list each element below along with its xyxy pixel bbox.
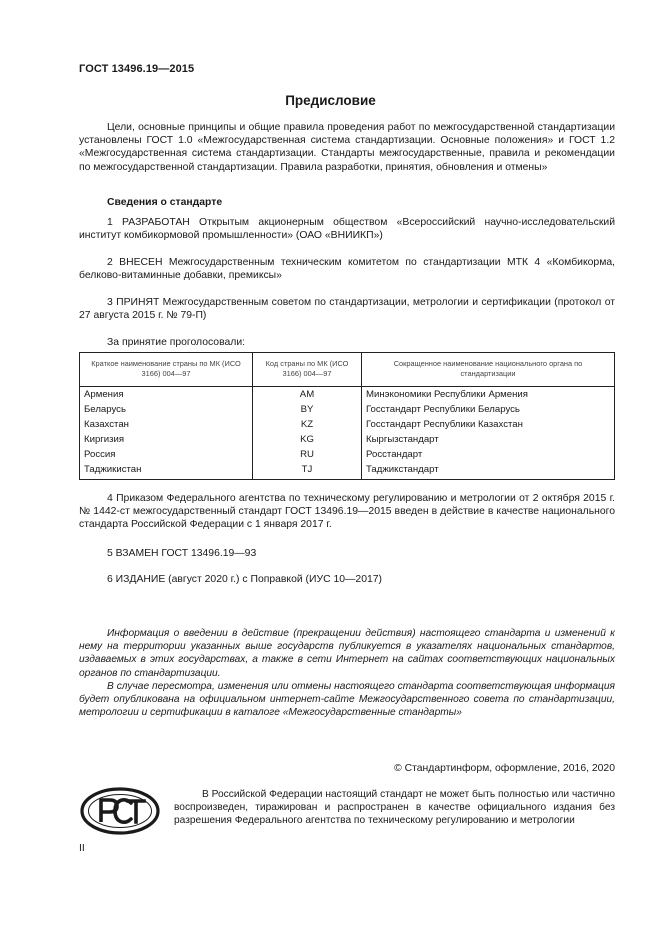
item-enacted: 4 Приказом Федерального агентства по техническому регулированию и метрологии от 2 октября 2015 г. № 1442-ст межгосударственный стандарт ГОСТ 13496.19—2015 введен в действие в качестве национального стандарта Российской Федерации с 1 января 2017 г. [79, 493, 615, 531]
standards-body: Минэкономики Республики Армения [362, 387, 615, 403]
country-code: KG [253, 432, 362, 447]
header-country-name: Краткое наименование страны по МК (ИСО 3166) 004—97 [80, 353, 253, 387]
country-name: Беларусь [80, 402, 253, 417]
standard-code-header: ГОСТ 13496.19—2015 [79, 63, 195, 75]
page-title: Предисловие [285, 93, 376, 108]
item-developed: 1 РАЗРАБОТАН Открытым акционерным обществом «Всероссийский научно-исследовательский институт комбикормовой промышленности» (ОАО «ВНИИКП») [79, 217, 615, 242]
item-replaces: 5 ВЗАМЕН ГОСТ 13496.19—93 [107, 548, 257, 559]
table-row [80, 387, 615, 403]
info-note-block [79, 627, 615, 719]
country-code: BY [253, 402, 362, 417]
table-row [80, 402, 615, 417]
country-name: Россия [80, 447, 253, 462]
item-adopted: 3 ПРИНЯТ Межгосударственным советом по стандартизации, метрологии и сертификации (протокол от 27 августа 2015 г. № 79-П) [79, 297, 615, 322]
page-number: II [79, 843, 85, 854]
standards-body: Росстандарт [362, 447, 615, 462]
copyright-line: © Стандартинформ, оформление, 2016, 2020 [394, 763, 615, 774]
country-code: AM [253, 387, 362, 403]
pct-certification-logo-icon [79, 786, 161, 836]
table-row [80, 447, 615, 462]
item-edition: 6 ИЗДАНИЕ (август 2020 г.) с Поправкой (ИУС 10—2017) [107, 574, 383, 585]
table-row [80, 462, 615, 480]
standards-body: Госстандарт Республики Беларусь [362, 402, 615, 417]
country-name: Казахстан [80, 417, 253, 432]
revision-note: В случае пересмотра, изменения или отмены настоящего стандарта соответствующая информация будет опубликована на официальном интернет-сайте Межгосударственного совета по стандартизации, метрологии и сертификации в каталоге «Межгосударственные стандарты» [79, 680, 615, 719]
country-code: KZ [253, 417, 362, 432]
country-code: TJ [253, 462, 362, 480]
info-note: Информация о введении в действие (прекращении действия) настоящего стандарта и изменений к нему на территории указанных выше государств публикуется в указателях национальных стандартов, издаваемых в этих государствах, а также в сети Интернет на сайтах соответствующих национальных органов по стандартизации. [79, 628, 615, 679]
country-name: Таджикистан [80, 462, 253, 480]
info-heading: Сведения о стандарте [107, 197, 223, 208]
header-country-code: Код страны по МК (ИСО 3166) 004—97 [253, 353, 362, 387]
voted-label: За принятие проголосовали: [107, 337, 246, 348]
standards-body: Госстандарт Республики Казахстан [362, 417, 615, 432]
country-name: Киргизия [80, 432, 253, 447]
table-row [80, 432, 615, 447]
standards-body: Кыргызстандарт [362, 432, 615, 447]
table-row [80, 417, 615, 432]
item-introduced: 2 ВНЕСЕН Межгосударственным техническим комитетом по стандартизации МТК 4 «Комбикорма, белково-витаминные добавки, премиксы» [79, 257, 615, 282]
reproduction-notice: В Российской Федерации настоящий стандарт не может быть полностью или частично воспроизведен, тиражирован и распространен в качестве официального издания без разрешения Федерального агентства по техническому регулированию и метрологии [174, 789, 615, 827]
table-header-row [80, 353, 615, 387]
country-code: RU [253, 447, 362, 462]
country-name: Армения [80, 387, 253, 403]
header-standards-body: Сокращенное наименование национального органа по стандартизации [362, 353, 615, 387]
countries-table [79, 352, 615, 480]
intro-paragraph: Цели, основные принципы и общие правила проведения работ по межгосударственной стандартизации установлены ГОСТ 1.0 «Межгосударственная система стандартизации. Основные положения» и ГОСТ 1.2 «Межгосударственная система стандартизации. Стандарты межгосударственные, правила и рекомендации по межгосударственной стандартизации. Правила разработки, принятия, обновления и отмены» [79, 122, 615, 173]
standards-body: Таджикстандарт [362, 462, 615, 480]
